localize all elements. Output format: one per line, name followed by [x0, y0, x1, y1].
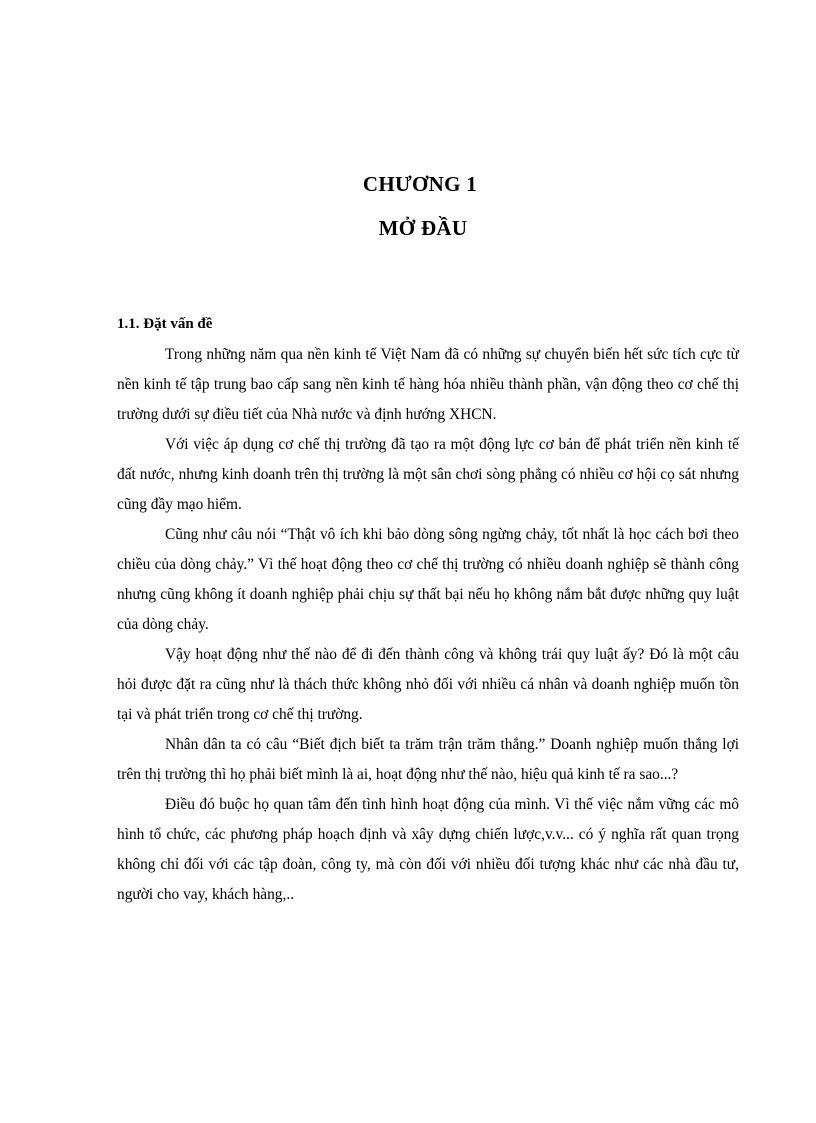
paragraph: Với việc áp dụng cơ chế thị trường đã tạo ra một động lực cơ bản để phát triển nền kinh tế đất nước, nhưng kinh doanh trên thị trường là một sân chơi sòng phẳng có nhiều cơ hội cọ sát nhưng cũng đầy mạo hiểm.	[117, 436, 739, 513]
paragraph: Trong những năm qua nền kinh tế Việt Nam đã có những sự chuyển biến hết sức tích cực từ nền kinh tế tập trung bao cấp sang nền kinh tế hàng hóa nhiều thành phần, vận động theo cơ chế thị trường dưới sự điều tiết của Nhà nước và định hướng XHCN.	[117, 346, 739, 423]
paragraph: Cũng như câu nói “Thật vô ích khi bảo dòng sông ngừng chảy, tốt nhất là học cách bơi theo chiều của dòng chảy.” Vì thế hoạt động theo cơ chế thị trường có nhiều doanh nghiệp sẽ thành công nhưng cũng không ít doanh nghiệp phải chịu sự thất bại nếu họ không nắm bắt được những quy luật của dòng chảy.	[117, 526, 739, 633]
paragraph: Vậy hoạt động như thế nào để đi đến thành công và không trái quy luật ấy? Đó là một câu hỏi được đặt ra cũng như là thách thức không nhỏ đối với nhiều cá nhân và doanh nghiệp muốn tồn tại và phát triển trong cơ chế thị trường.	[117, 646, 739, 723]
chapter-number: CHƯƠNG 1	[362, 172, 478, 196]
paragraph: Điều đó buộc họ quan tâm đến tình hình hoạt động của mình. Vì thế việc nắm vững các mô hình tổ chức, các phương pháp hoạch định và xây dựng chiến lược,v.v... có ý nghĩa rất quan trọng không chỉ đối với các tập đoàn, công ty, mà còn đối với nhiều đối tượng khác như các nhà đầu tư, người cho vay, khách hàng,..	[117, 796, 739, 903]
body-text	[117, 340, 739, 910]
paragraph: Nhân dân ta có câu “Biết địch biết ta trăm trận trăm thắng.” Doanh nghiệp muốn thắng lợi trên thị trường thì họ phải biết mình là ai, hoạt động như thế nào, hiệu quả kinh tế ra sao...?	[117, 736, 739, 783]
section-heading: 1.1. Đặt vấn đề	[117, 316, 213, 332]
chapter-title: MỞ ĐẦU	[378, 216, 468, 240]
